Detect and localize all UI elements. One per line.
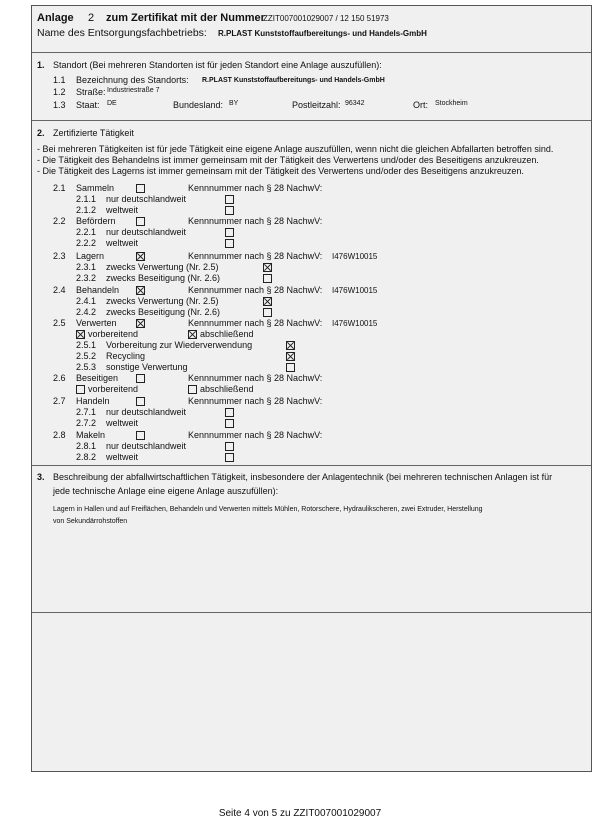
strasse-value: Industriestraße 7 <box>107 87 160 94</box>
row-2-2-1-number: 2.2.1 <box>76 227 97 237</box>
standort-value: R.PLAST Kunststoffaufbereitungs- und Handels-GmbH <box>202 77 385 84</box>
section3-title: Beschreibung der abfallwirtschaftlichen Tätigkeit, insbesondere der Anlagentechnik (bei mehreren technischen Anlagen ist für <box>53 472 553 482</box>
kennnummer-value: I476W10015 <box>332 252 378 261</box>
plz-label: Postleitzahl: <box>292 100 341 110</box>
option-label: zwecks Beseitigung (Nr. 2.6) <box>106 307 221 317</box>
row-2-3-1-number: 2.3.1 <box>76 262 97 272</box>
kennnummer-label: Kennnummer nach § 28 NachwV: <box>188 373 323 383</box>
anlage-label: Anlage <box>37 12 74 24</box>
behandeln-beseitigung-checkbox[interactable] <box>263 308 272 317</box>
divider <box>32 465 591 466</box>
makeln-deutschlandweit-checkbox[interactable] <box>225 442 234 451</box>
befoerdern-label: Befördern <box>76 216 116 226</box>
sammeln-checkbox[interactable] <box>136 184 145 193</box>
sammeln-deutschlandweit-checkbox[interactable] <box>225 195 234 204</box>
row-1-2-number: 1.2 <box>53 87 66 97</box>
row-2-4-1-number: 2.4.1 <box>76 296 97 306</box>
betrieb-label: Name des Entsorgungsfachbetriebs: <box>37 27 207 39</box>
note-line: - Bei mehreren Tätigkeiten ist für jede Tätigkeit eine eigene Anlage auszufüllen, wenn nicht die gleichen Abfallarten betroffen sind. <box>37 144 554 154</box>
kennnummer-label: Kennnummer nach § 28 NachwV: <box>188 396 323 406</box>
option-label: nur deutschlandweit <box>106 194 187 204</box>
sammeln-weltweit-checkbox[interactable] <box>225 206 234 215</box>
abschliessend-label: abschließend <box>200 329 254 339</box>
behandeln-checkbox[interactable] <box>136 286 145 295</box>
beseitigen-checkbox[interactable] <box>136 374 145 383</box>
row-2-1-2-number: 2.1.2 <box>76 205 97 215</box>
row-2-5-1-number: 2.5.1 <box>76 340 97 350</box>
section3-number: 3. <box>37 472 45 482</box>
recycling-checkbox[interactable] <box>286 352 295 361</box>
row-2-8-number: 2.8 <box>53 430 66 440</box>
wiederverwendung-checkbox[interactable] <box>286 341 295 350</box>
page-footer: Seite 4 von 5 zu ZZIT007001029007 <box>218 808 382 819</box>
description-text: von Sekundärrohstoffen <box>53 518 128 525</box>
row-2-3-number: 2.3 <box>53 251 66 261</box>
zertifikat-number: ZZIT007001029007 / 12 150 51973 <box>263 14 389 23</box>
betrieb-name: R.PLAST Kunststoffaufbereitungs- und Handels-GmbH <box>218 29 427 38</box>
option-label: zwecks Beseitigung (Nr. 2.6) <box>106 273 221 283</box>
row-2-3-2-number: 2.3.2 <box>76 273 97 283</box>
verwerten-checkbox[interactable] <box>136 319 145 328</box>
row-2-6-number: 2.6 <box>53 373 66 383</box>
lagern-checkbox[interactable] <box>136 252 145 261</box>
section3-title-continued: jede technische Anlage eine eigene Anlage auszufüllen): <box>53 486 279 496</box>
lagern-verwertung-checkbox[interactable] <box>263 263 272 272</box>
row-2-2-number: 2.2 <box>53 216 66 226</box>
verwerten-abschliessend-checkbox[interactable] <box>188 330 197 339</box>
verwerten-vorbereitend-checkbox[interactable] <box>76 330 85 339</box>
makeln-label: Makeln <box>76 430 106 440</box>
kennnummer-label: Kennnummer nach § 28 NachwV: <box>188 251 323 261</box>
abschliessend-label: abschließend <box>200 384 254 394</box>
beseitigen-label: Beseitigen <box>76 373 119 383</box>
option-label: sonstige Verwertung <box>106 362 188 372</box>
option-label: Vorbereitung zur Wiederverwendung <box>106 340 253 350</box>
bundesland-label: Bundesland: <box>173 100 224 110</box>
note-line: - Die Tätigkeit des Behandelns ist immer gemeinsam mit der Tätigkeit des Verwertens und/oder des Beseitigens anzukreuzen. <box>37 155 539 165</box>
divider <box>32 52 591 53</box>
staat-label: Staat: <box>76 100 100 110</box>
row-2-1-1-number: 2.1.1 <box>76 194 97 204</box>
row-2-1-number: 2.1 <box>53 183 66 193</box>
sonstige-verwertung-checkbox[interactable] <box>286 363 295 372</box>
kennnummer-label: Kennnummer nach § 28 NachwV: <box>188 216 323 226</box>
row-2-5-3-number: 2.5.3 <box>76 362 97 372</box>
row-2-7-2-number: 2.7.2 <box>76 418 97 428</box>
befoerdern-weltweit-checkbox[interactable] <box>225 239 234 248</box>
kennnummer-label: Kennnummer nach § 28 NachwV: <box>188 183 323 193</box>
row-2-8-1-number: 2.8.1 <box>76 441 97 451</box>
handeln-checkbox[interactable] <box>136 397 145 406</box>
strasse-label: Straße: <box>76 87 106 97</box>
handeln-label: Handeln <box>76 396 110 406</box>
row-2-2-2-number: 2.2.2 <box>76 238 97 248</box>
plz-value: 96342 <box>345 100 365 107</box>
makeln-checkbox[interactable] <box>136 431 145 440</box>
form-frame <box>31 5 592 772</box>
kennnummer-value: I476W10015 <box>332 319 378 328</box>
ort-value: Stockheim <box>435 100 468 107</box>
row-2-4-number: 2.4 <box>53 285 66 295</box>
anlage-number: 2 <box>88 12 95 24</box>
kennnummer-label: Kennnummer nach § 28 NachwV: <box>188 430 323 440</box>
option-label: nur deutschlandweit <box>106 407 187 417</box>
behandeln-label: Behandeln <box>76 285 120 295</box>
kennnummer-label: Kennnummer nach § 28 NachwV: <box>188 285 323 295</box>
divider <box>32 612 591 613</box>
option-label: weltweit <box>106 205 139 215</box>
verwerten-label: Verwerten <box>76 318 117 328</box>
staat-value: DE <box>107 100 117 107</box>
section2-number: 2. <box>37 128 45 138</box>
row-2-5-2-number: 2.5.2 <box>76 351 97 361</box>
option-label: Recycling <box>106 351 146 361</box>
option-label: weltweit <box>106 418 139 428</box>
option-label: zwecks Verwertung (Nr. 2.5) <box>106 262 219 272</box>
row-2-4-2-number: 2.4.2 <box>76 307 97 317</box>
section1-title: Standort (Bei mehreren Standorten ist für jeden Standort eine Anlage auszufüllen): <box>53 60 382 70</box>
section2-title: Zertifizierte Tätigkeit <box>53 128 134 138</box>
vorbereitend-label: vorbereitend <box>88 329 139 339</box>
option-label: nur deutschlandweit <box>106 441 187 451</box>
handeln-weltweit-checkbox[interactable] <box>225 419 234 428</box>
option-label: zwecks Verwertung (Nr. 2.5) <box>106 296 219 306</box>
lagern-beseitigung-checkbox[interactable] <box>263 274 272 283</box>
beseitigen-vorbereitend-checkbox[interactable] <box>76 385 85 394</box>
befoerdern-deutschlandweit-checkbox[interactable] <box>225 228 234 237</box>
divider <box>32 120 591 121</box>
option-label: nur deutschlandweit <box>106 227 187 237</box>
makeln-weltweit-checkbox[interactable] <box>225 453 234 462</box>
row-2-7-1-number: 2.7.1 <box>76 407 97 417</box>
lagern-label: Lagern <box>76 251 105 261</box>
sammeln-label: Sammeln <box>76 183 115 193</box>
zertifikat-label: zum Zertifikat mit der Nummer <box>106 12 265 24</box>
section1-number: 1. <box>37 60 45 70</box>
beseitigen-abschliessend-checkbox[interactable] <box>188 385 197 394</box>
ort-label: Ort: <box>413 100 428 110</box>
row-2-8-2-number: 2.8.2 <box>76 452 97 462</box>
kennnummer-label: Kennnummer nach § 28 NachwV: <box>188 318 323 328</box>
vorbereitend-label: vorbereitend <box>88 384 139 394</box>
kennnummer-value: I476W10015 <box>332 286 378 295</box>
row-2-7-number: 2.7 <box>53 396 66 406</box>
handeln-deutschlandweit-checkbox[interactable] <box>225 408 234 417</box>
row-1-1-number: 1.1 <box>53 75 66 85</box>
description-text: Lagern in Hallen und auf Freiflächen, Behandeln und Verwerten mittels Mühlen, Rotorschere, Hydraulikscheren, zwei Extruder, Herstellung <box>53 506 483 513</box>
row-1-3-number: 1.3 <box>53 100 66 110</box>
option-label: weltweit <box>106 238 139 248</box>
befoerdern-checkbox[interactable] <box>136 217 145 226</box>
option-label: weltweit <box>106 452 139 462</box>
behandeln-verwertung-checkbox[interactable] <box>263 297 272 306</box>
row-2-5-number: 2.5 <box>53 318 66 328</box>
standort-label: Bezeichnung des Standorts: <box>76 75 189 85</box>
note-line: - Die Tätigkeit des Lagerns ist immer gemeinsam mit der Tätigkeit des Verwertens und/oder des Beseitigens anzukreuzen. <box>37 166 524 176</box>
bundesland-value: BY <box>229 100 239 107</box>
